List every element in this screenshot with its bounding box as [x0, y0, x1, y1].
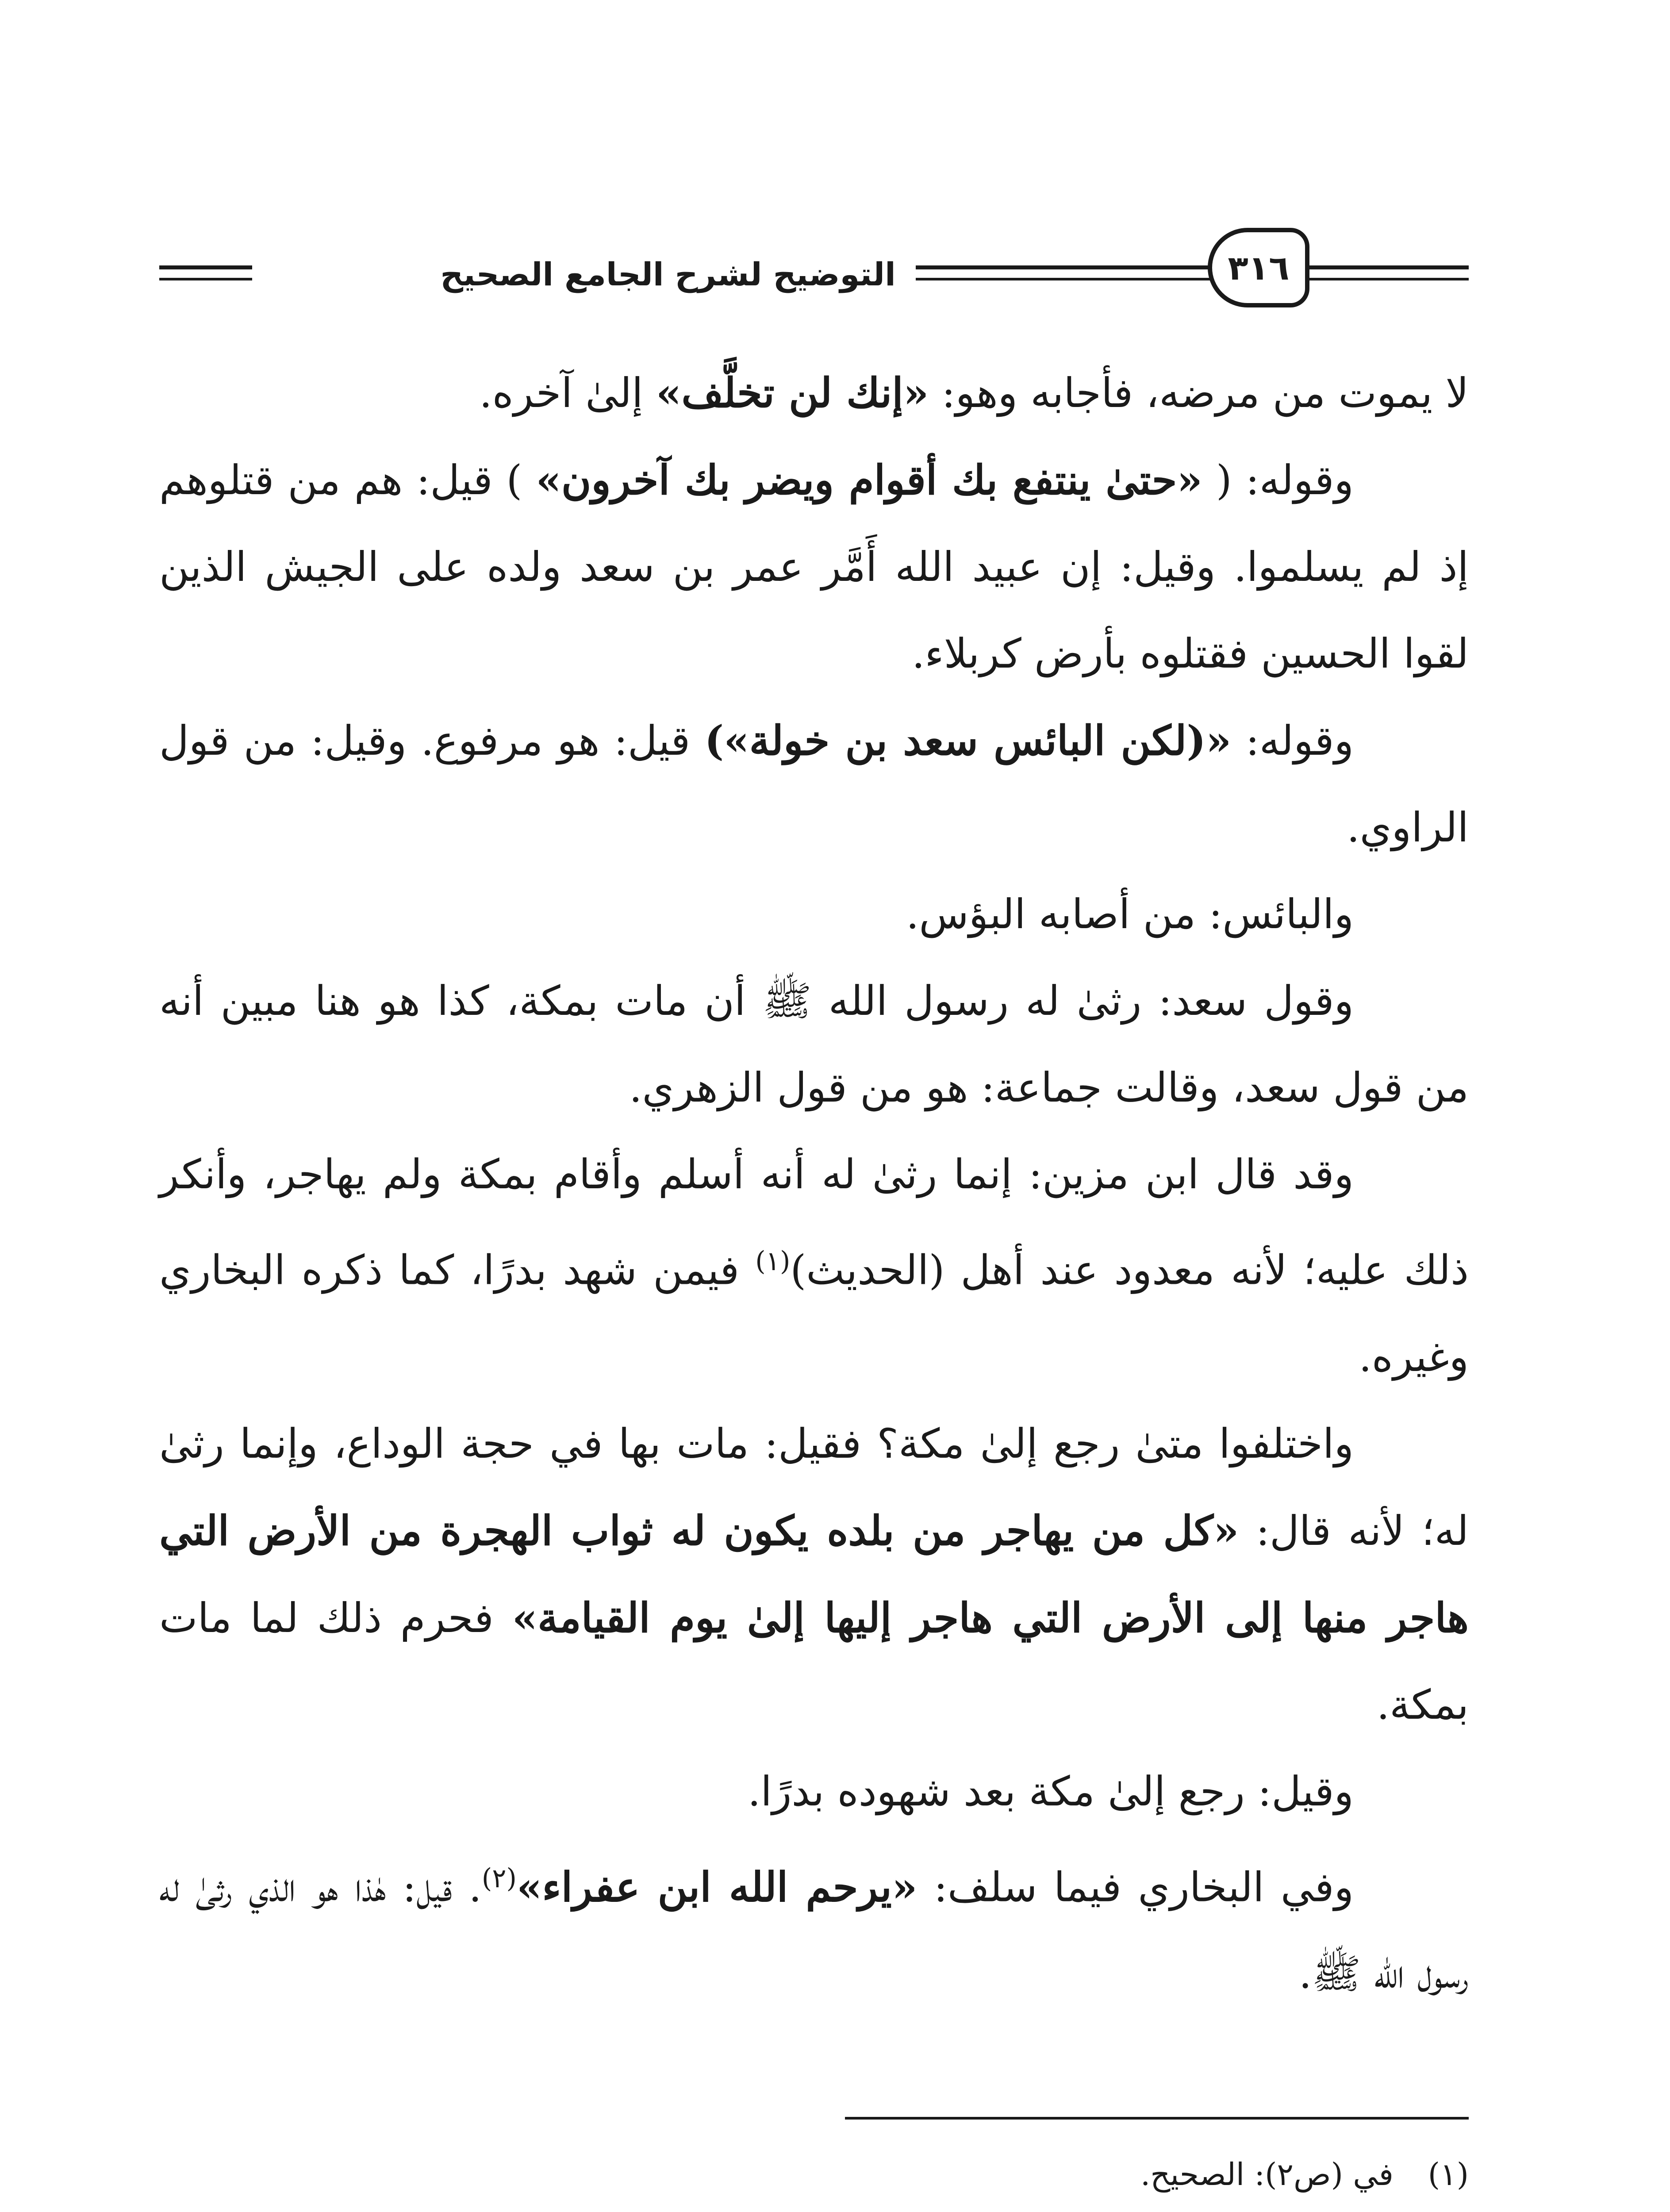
paragraph	[159, 1748, 1469, 1835]
text-run: وقيل: رجع إلىٰ مكة بعد شهوده بدرًا.	[748, 1767, 1354, 1815]
page-number: ٣١٦	[1228, 248, 1290, 288]
header-rule-left	[159, 265, 252, 269]
hadith-quote: «حتىٰ ينتفع بك أقوام ويضر بك آخرون»	[536, 456, 1203, 504]
text-run: وقوله:	[1231, 717, 1354, 764]
page-header	[159, 221, 1469, 327]
footnotes	[159, 2141, 1469, 2212]
text-run: واختلفوا متىٰ رجع إلىٰ مكة؟ فقيل: مات بها في حجة الوداع، وإنما رثىٰ له؛ لأنه قال:	[159, 1420, 1469, 1555]
text-run: . قيل: هٰذا هو الذي رثىٰ له رسول الله ﷺ.	[159, 1863, 1469, 1998]
text-run: قيل: هو مرفوع. وقيل: من قول الراوي.	[159, 717, 1469, 851]
hadith-quote: «يرحم الله ابن عفراء»	[516, 1863, 918, 1911]
text-run: فحرم ذلك لما مات بمكة.	[159, 1594, 1469, 1728]
footnote-ref: (٢)	[481, 1863, 517, 1894]
footnote-text: في (ص٢): الصحيح.	[1140, 2156, 1394, 2193]
footnote-number	[1428, 2208, 1469, 2212]
paragraph	[159, 1401, 1469, 1748]
paragraph	[159, 437, 1469, 697]
paragraph	[159, 697, 1469, 871]
hadith-quote: «إنك لن تخلَّف»	[656, 369, 929, 417]
footnote-number: (١)	[1428, 2156, 1469, 2193]
paragraph	[159, 1835, 1469, 2018]
hadith-quote: «(لكن البائس سعد بن خولة»)	[704, 717, 1232, 764]
text-run: والبائس: من أصابه البؤس.	[906, 891, 1354, 938]
text-run: ) قيل: هم من قتلوهم إذ لم يسلموا. وقيل: إن عبيد الله أَمَّر عمر بن سعد ولده على الجيش الذين لقوا الحسين فقتلوه بأرض كربلاء.	[159, 457, 1469, 677]
paragraph	[159, 958, 1469, 1131]
text-run: إلىٰ آخره.	[479, 369, 656, 417]
paragraph	[159, 349, 1469, 437]
header-rule-left-thin	[159, 278, 252, 280]
text-run: وفي البخاري فيما سلف:	[917, 1863, 1354, 1911]
text-run: وقوله: (	[1202, 457, 1354, 504]
header-rule-right-thin	[916, 278, 1469, 280]
footnote-separator	[845, 2117, 1469, 2120]
text-run: وقد قال ابن مزين: إنما رثىٰ له أنه أسلم وأقام بمكة ولم يهاجر، وأنكر ذلك عليه؛ لأنه معدود عند أهل (الحديث)	[159, 1151, 1469, 1294]
page-number-frame	[1208, 228, 1309, 307]
text-run: لا يموت من مرضه، فأجابه وهو:	[929, 369, 1469, 417]
text-run: فيمن شهد بدرًا، كما ذكره البخاري وغيره.	[159, 1246, 1469, 1381]
text-run: وقول سعد: رثىٰ له رسول الله ﷺ أن مات بمكة، كذا هو هنا مبين أنه من قول سعد، وقالت جماعة: هو من قول الزهري.	[159, 977, 1469, 1111]
footnote	[159, 2208, 1469, 2212]
main-text	[159, 349, 1469, 2017]
footnote	[159, 2141, 1469, 2208]
hadith-quote: «كل من يهاجر من بلده يكون له ثواب الهجرة من الأرض التي هاجر منها إلى الأرض التي هاجر إليها إلىٰ يوم القيامة»	[159, 1506, 1469, 1642]
footnote-ref: (١)	[755, 1246, 791, 1277]
paragraph	[159, 1131, 1469, 1401]
paragraph	[159, 871, 1469, 958]
header-rule-right	[916, 265, 1469, 269]
running-title: التوضيح لشرح الجامع الصحيح	[425, 252, 911, 296]
